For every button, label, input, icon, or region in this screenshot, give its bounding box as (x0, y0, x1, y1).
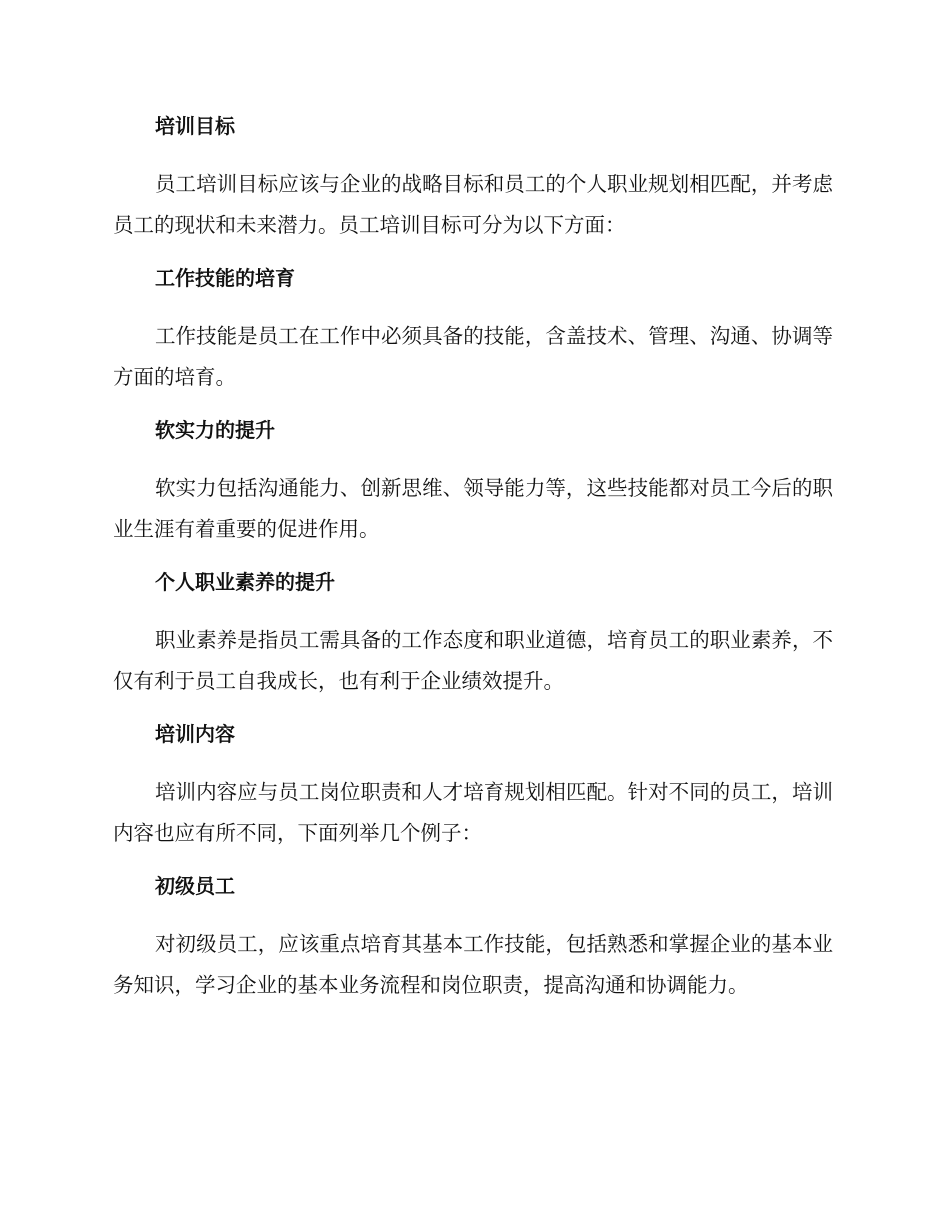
section-heading: 培训内容 (155, 722, 235, 746)
section-heading: 个人职业素养的提升 (155, 570, 335, 594)
section-paragraph: 软实力包括沟通能力、创新思维、领导能力等，这些技能都对员工今后的职业生涯有着重要的促进作用。 (113, 476, 833, 541)
section-paragraph: 职业素养是指员工需具备的工作态度和职业道德，培育员工的职业素养，不仅有利于员工自我成长，也有利于企业绩效提升。 (113, 628, 833, 693)
section-paragraph: 对初级员工，应该重点培育其基本工作技能，包括熟悉和掌握企业的基本业务知识，学习企业的基本业务流程和岗位职责，提高沟通和协调能力。 (113, 932, 833, 997)
section-paragraph: 培训内容应与员工岗位职责和人才培育规划相匹配。针对不同的员工，培训内容也应有所不同，下面列举几个例子： (113, 780, 833, 845)
section-heading: 初级员工 (155, 874, 235, 898)
section-paragraph: 员工培训目标应该与企业的战略目标和员工的个人职业规划相匹配，并考虑员工的现状和未来潜力。员工培训目标可分为以下方面： (113, 172, 833, 237)
document-body (113, 108, 833, 1006)
section-heading: 软实力的提升 (155, 418, 275, 442)
section-heading: 培训目标 (155, 114, 235, 138)
section-paragraph: 工作技能是员工在工作中必须具备的技能，含盖技术、管理、沟通、协调等方面的培育。 (113, 324, 833, 389)
section-heading: 工作技能的培育 (155, 266, 295, 290)
